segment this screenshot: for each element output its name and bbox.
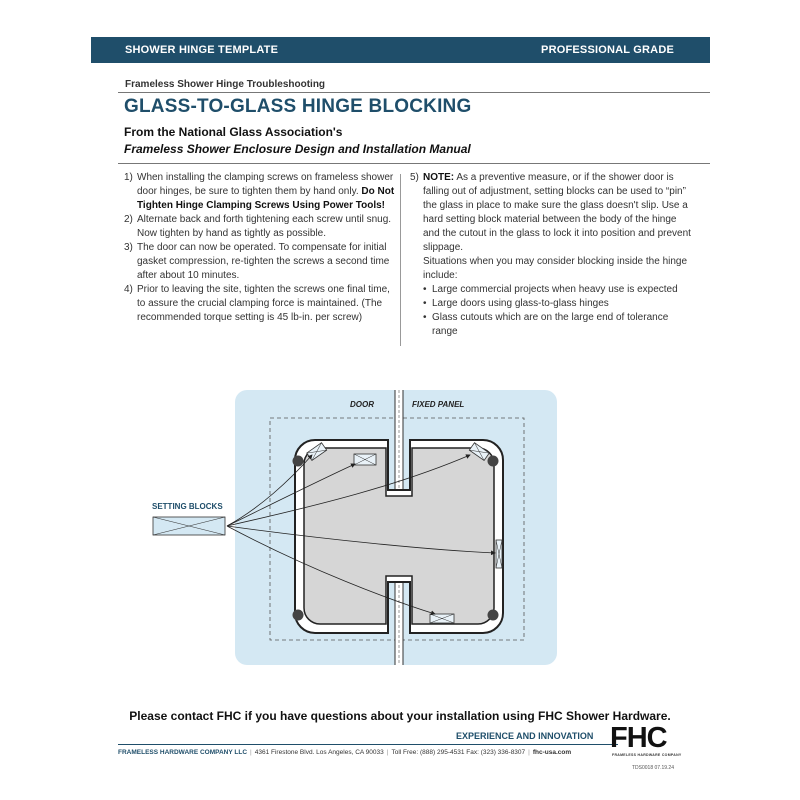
footer-company: FRAMELESS HARDWARE COMPANY LLC <box>118 749 248 756</box>
diagram-drawing <box>150 390 580 665</box>
divider-mid <box>118 163 710 164</box>
step-text: Prior to leaving the site, tighten the screws one final time, to assure the crucial clamping force is maintained. (The recommended torque setting is 45 lb-in. per screw) <box>137 284 390 323</box>
footer-address: 4361 Firestone Blvd. Los Angeles, CA 90033 <box>254 749 384 756</box>
step-4 <box>124 283 396 325</box>
document-number: TDS0018 07.19.24 <box>632 765 674 771</box>
note-label: NOTE: <box>423 172 455 183</box>
step-text <box>137 171 396 213</box>
list-item-text: Glass cutouts which are on the large end of tolerance range <box>432 312 669 337</box>
header-bar <box>91 37 710 63</box>
screw <box>293 610 304 621</box>
step-5 <box>410 171 692 255</box>
list-item-text: Large commercial projects when heavy use is expected <box>432 284 678 295</box>
hinge-blocking-diagram <box>150 390 580 665</box>
divider-top <box>118 92 710 93</box>
note-body: As a preventive measure, or if the shower door is falling out of adjustment, setting blocks can be used to “pin” the glass in place to make sure the glass doesn't slip. Use a hard setting block material between the body of the hinge and the cutout in the glass to lock it into position and prevent slippage. <box>423 172 691 253</box>
setting-block-right-side <box>496 540 502 568</box>
header-right-title: PROFESSIONAL GRADE <box>541 44 674 56</box>
setting-blocks-label: SETTING BLOCKS <box>152 502 223 511</box>
contact-message: Please contact FHC if you have questions about your installation using FHC Shower Hardware. <box>129 709 671 723</box>
fhc-logo: FHC <box>610 722 667 754</box>
page-title: GLASS-TO-GLASS HINGE BLOCKING <box>124 96 472 117</box>
instructions-left-column <box>124 171 396 325</box>
setting-block-top-center <box>354 454 376 465</box>
list-item: • Glass cutouts which are on the large end of tolerance range <box>423 311 692 339</box>
step-text: The door can now be operated. To compensate for initial gasket compression, re-tighten the screws a second time after about 10 minutes. <box>137 242 390 281</box>
screw <box>488 610 499 621</box>
step-2 <box>124 213 396 241</box>
door-label: DOOR <box>350 400 374 409</box>
instructions-right-column <box>410 171 692 339</box>
step-number: 4) <box>124 284 133 295</box>
step-number: 3) <box>124 242 133 253</box>
screw <box>488 456 499 467</box>
fixed-panel-label: FIXED PANEL <box>412 400 465 409</box>
fhc-logo-subtitle: FRAMELESS HARDWARE COMPANY <box>612 753 682 757</box>
step-body: When installing the clamping screws on frameless shower door hinges, be sure to tighten them by hand only. <box>137 172 394 197</box>
screw <box>293 456 304 467</box>
subtitle-source: From the National Glass Association's <box>124 125 343 139</box>
step-3 <box>124 241 396 283</box>
step-text: Alternate back and forth tightening each screw until snug. Now tighten by hand as tightly as possible. <box>137 214 392 239</box>
list-item: • Large doors using glass-to-glass hinges <box>423 298 609 309</box>
column-divider <box>400 174 401 346</box>
situations-list <box>410 283 692 339</box>
step-number: 5) <box>410 172 419 183</box>
step-number: 1) <box>124 172 133 183</box>
setting-block-bottom-right <box>430 614 454 623</box>
situations-intro: Situations when you may consider blocking inside the hinge include: <box>423 256 688 281</box>
list-item: • Large commercial projects when heavy use is expected <box>423 284 678 295</box>
step-warning: Do Not Tighten Hinge Clamping Screws Using Power Tools! <box>137 186 395 211</box>
subtitle-manual: Frameless Shower Enclosure Design and Installation Manual <box>124 142 471 156</box>
footer-phone: Toll Free: (888) 295-4531 Fax: (323) 336-8307 <box>391 749 526 756</box>
footer-divider <box>118 744 618 745</box>
section-eyebrow: Frameless Shower Hinge Troubleshooting <box>125 79 326 90</box>
step-text <box>423 171 692 255</box>
step-1 <box>124 171 396 213</box>
list-item-text: Large doors using glass-to-glass hinges <box>432 298 609 309</box>
header-left-title: SHOWER HINGE TEMPLATE <box>125 44 279 56</box>
tagline: EXPERIENCE AND INNOVATION <box>456 731 594 741</box>
step-number: 2) <box>124 214 133 225</box>
setting-block-legend <box>153 517 225 535</box>
footer: FRAMELESS HARDWARE COMPANY LLC | 4361 Firestone Blvd. Los Angeles, CA 90033 | Toll Free: (888) 295-4531 Fax: (323) 336-8307 | fhc-usa.com <box>118 749 572 756</box>
footer-website-link[interactable]: fhc-usa.com <box>532 749 572 756</box>
